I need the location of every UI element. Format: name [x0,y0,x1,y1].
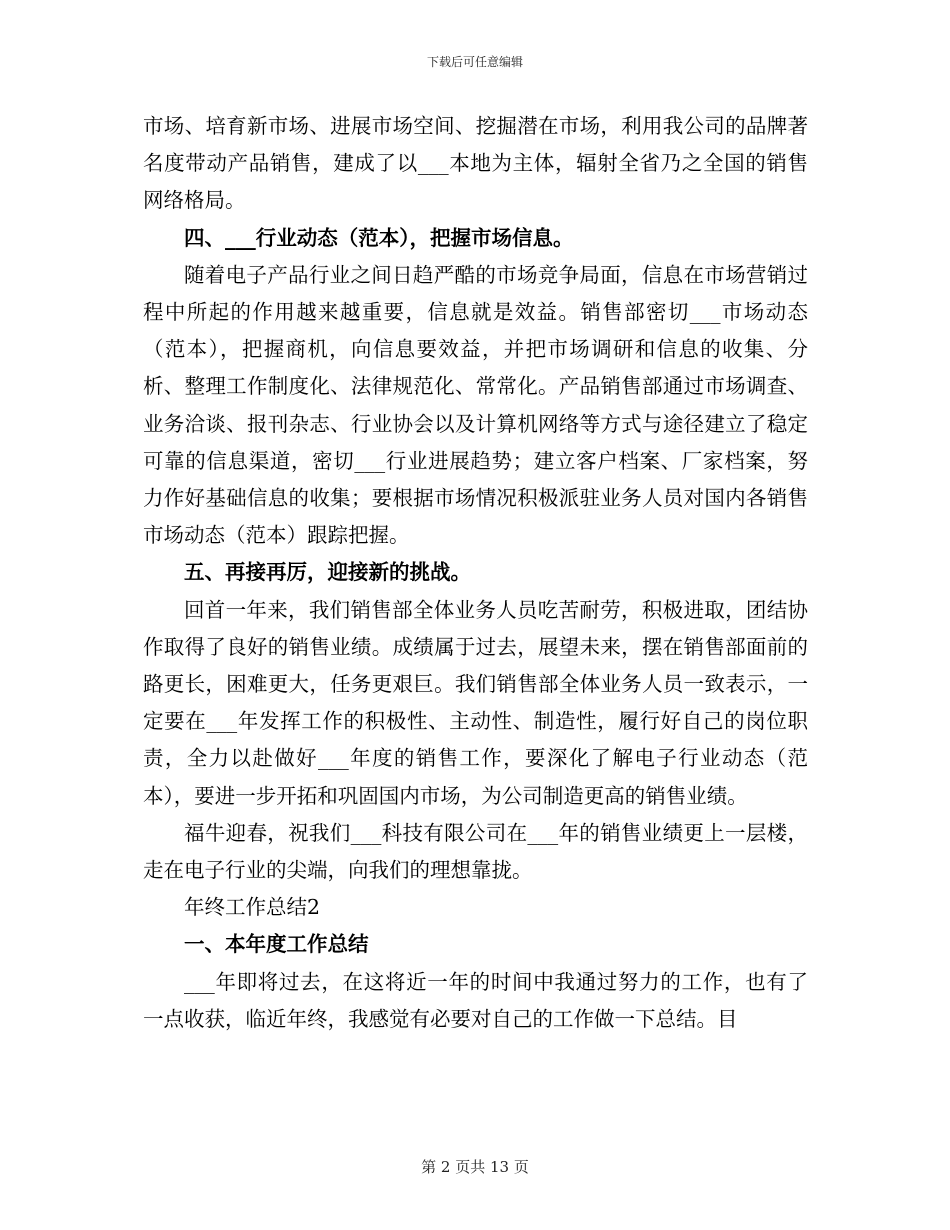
paragraph: 随着电子产品行业之间日趋严酷的市场竞争局面，信息在市场营销过程中所起的作用越来越重要，信息就是效益。销售部密切___市场动态（范本），把握商机，向信息要效益，并把市场调研和信息的收集、分析、整理工作制度化、法律规范化、常常化。产品销售部通过市场调查、业务洽谈、报刊杂志、行业协会以及计算机网络等方式与途径建立了稳定可靠的信息渠道，密切___行业进展趋势；建立客户档案、厂家档案，努力作好基础信息的收集；要根据市场情况积极派驻业务人员对国内各销售市场动态（范本）跟踪把握。 [143,262,808,548]
section-heading: 一、本年度工作总结 [184,932,369,957]
paragraph: 年终工作总结2 [184,895,321,920]
paragraph: 市场、培育新市场、进展市场空间、挖掘潜在市场，利用我公司的品牌著名度带动产品销售，建成了以___本地为主体，辐射全省乃之全国的销售网络格局。 [143,114,808,213]
section-heading: 四、___行业动态（范本），把握市场信息。 [184,225,574,250]
page-header: 下载后可任意编辑 [426,55,523,69]
document-body [143,108,808,1038]
paragraph: ___年即将过去，在这将近一年的时间中我通过努力的工作，也有了一点收获，临近年终，我感觉有必要对自己的工作做一下总结。目 [143,969,808,1031]
page-footer: 第 2 页共 13 页 [421,1158,529,1176]
paragraph: 回首一年来，我们销售部全体业务人员吃苦耐劳，积极进取，团结协作取得了良好的销售业绩。成绩属于过去，展望未来，摆在销售部面前的路更长，困难更大，任务更艰巨。我们销售部全体业务人员一致表示，一定要在___年发挥工作的积极性、主动性、制造性，履行好自己的岗位职责，全力以赴做好___年度的销售工作，要深化了解电子行业动态（范本），要进一步开拓和巩固国内市场，为公司制造更高的销售业绩。 [143,597,808,808]
section-heading: 五、再接再厉，迎接新的挑战。 [184,560,471,585]
paragraph: 福牛迎春，祝我们___科技有限公司在___年的销售业绩更上一层楼，走在电子行业的尖端，向我们的理想靠拢。 [143,820,808,883]
